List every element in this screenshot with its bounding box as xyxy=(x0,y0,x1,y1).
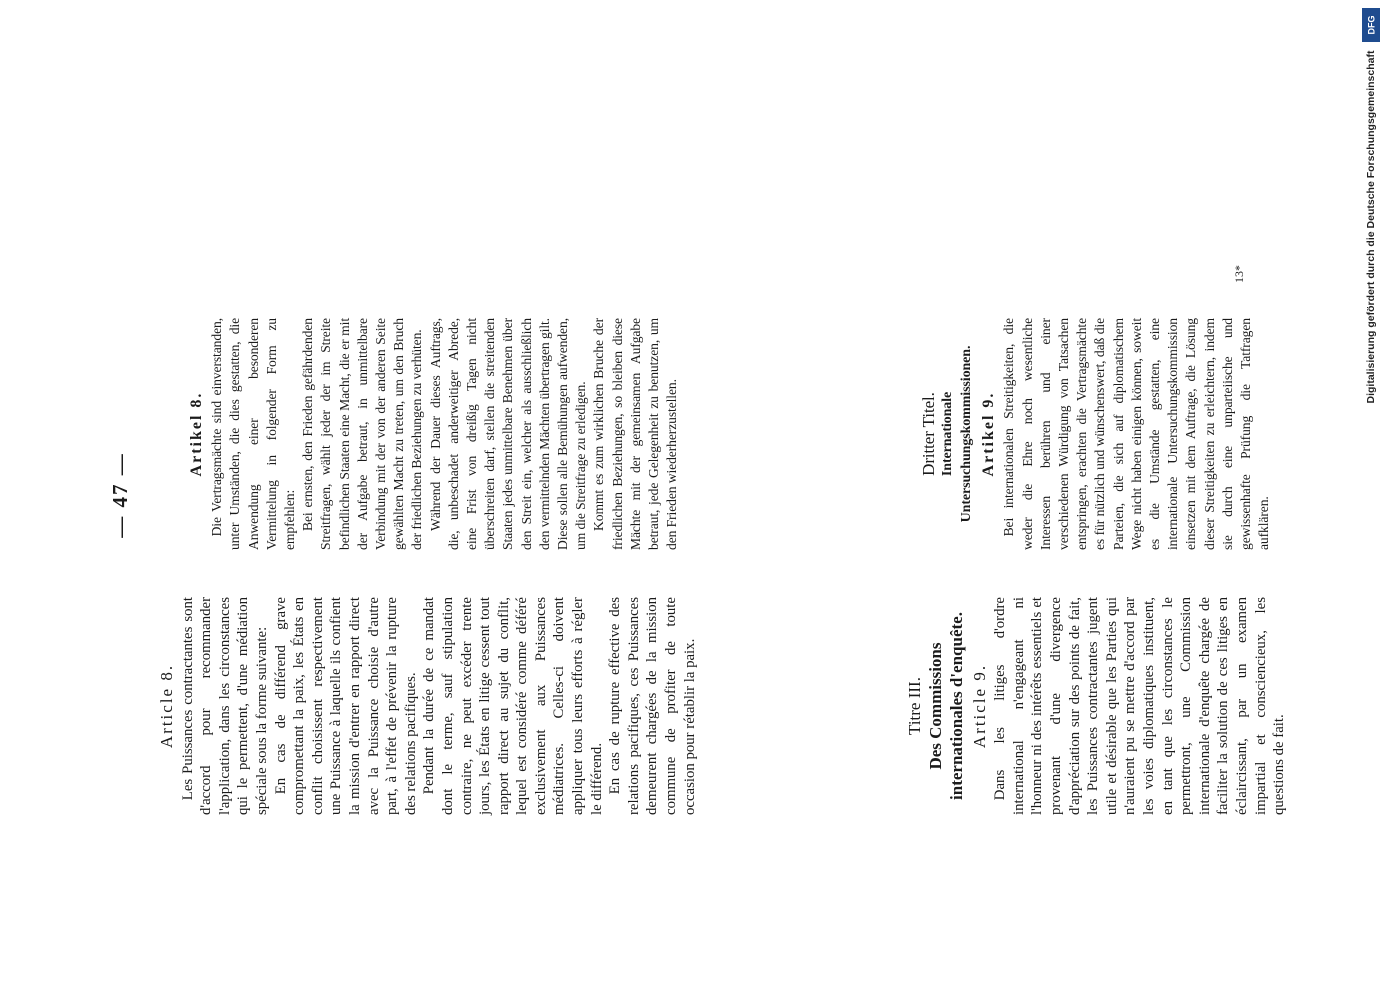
dfg-strip xyxy=(1362,8,1383,404)
french-titre-heading: Titre III. xyxy=(905,677,924,735)
german-article-9-paragraph: Bei internationalen Streitigkeiten, die weder die Ehre noch wesentliche Interessen berühren und einer verschiedenen Würdigung von Tatsachen entspringen, erachten die Vertragsmächte es für nützlich und wünschenswert, daß die Parteien, die sich auf diplomatischem Wege nicht haben einigen können, soweit es die Umstände gestatten, eine internationale Untersuchungskommission einsetzen mit dem Auftrage, die Lösung dieser Streitigkeiten zu erleichtern, indem sie durch eine unparteiische und gewissenhafte Prüfung die Tatfragen aufklären. xyxy=(1001,318,1272,550)
german-column-article-9 xyxy=(920,318,1273,550)
sheet-mark: 13* xyxy=(1232,265,1246,283)
german-column-article-8 xyxy=(188,318,681,550)
french-titre-subheading: Des Commissions internationales d'enquête. xyxy=(925,612,966,800)
german-article-8-heading: Artikel 8. xyxy=(188,391,205,477)
dfg-logo-icon xyxy=(1362,8,1380,42)
french-column-article-8 xyxy=(158,597,699,815)
german-article-8-paragraph: Bei ernsten, den Frieden gefährdenden Streitfragen, wählt jeder der im Streite befindlichen Staaten eine Macht, die er mit der Aufgabe betraut, in unmittelbare Verbindung mit der von der anderen Seite gewählten Macht zu treten, um den Bruch der friedlichen Beziehungen zu verhüten. xyxy=(300,318,425,550)
french-article-8-heading: Article 8. xyxy=(157,663,176,749)
page-number: — 47 — xyxy=(108,452,132,538)
french-article-9-paragraph: Dans les litiges d'ordre international n'engageant ni l'honneur ni des intérêts essentiels et provenant d'une divergence d'appréciation sur des points de fait, les Puissances contractantes jugent utile et désirable que les Parties qui n'auraient pu se mettre d'accord par les voies diplomatiques instituent, en tant que les circonstances le permettront, une Commission internationale d'enquête chargée de faciliter la solution de ces litiges en éclaircissant, par un examen impartial et consciencieux, les questions de fait. xyxy=(992,597,1288,815)
french-article-9-heading: Article 9. xyxy=(969,663,989,749)
french-article-8-paragraph: En cas de rupture effective des relations pacifiques, ces Puissances demeurent chargées de la mission commune de profiter de toute occasion pour rétablir la paix. xyxy=(607,597,698,815)
german-article-8-paragraph: Während der Dauer dieses Auftrags, die, unbeschadet anderweitiger Abrede, eine Frist von dreißig Tagen nicht überschreiten darf, stellen die streitenden Staaten jedes unmittelbare Benehmen über den Streit ein, welcher als ausschließlich den vermittelnden Mächten übertragen gilt. Diese sollen alle Bemühungen aufwenden, um die Streitfrage zu erledigen. xyxy=(427,318,589,550)
french-article-8-paragraph: Les Puissances contractantes sont d'accord pour recommander l'application, dans les circonstances qui le permettent, d'une médiation spéciale sous la forme suivante: xyxy=(179,597,270,815)
french-column-article-9 xyxy=(906,597,1289,815)
dfg-badge-label: DFG xyxy=(1366,15,1376,35)
german-titre-subheading: Internationale Untersuchungskommissionen. xyxy=(940,345,975,523)
german-article-8-paragraph: Die Vertragsmächte sind einverstanden, unter Umständen, die dies gestatten, die Anwendung einer besonderen Vermittelung in folgender Form zu empfehlen: xyxy=(209,318,298,550)
french-article-8-paragraph: En cas de différend grave compromettant la paix, les États en conflit choisissent respectivement une Puissance à laquelle ils confient la mission d'entrer en rapport direct avec la Puissance choisie d'autre part, à l'effet de prévenir la rupture des relations pacifiques. xyxy=(272,597,419,815)
german-article-9-heading: Artikel 9. xyxy=(980,391,998,477)
german-titre-heading: Dritter Titel. xyxy=(919,392,938,476)
dfg-funding-note: Digitalisierung gefördert durch die Deutsche Forschungsgemeinschaft xyxy=(1365,50,1377,404)
french-article-8-paragraph: Pendant la durée de ce mandat dont le terme, sauf stipulation contraire, ne peut excéder trente jours, les États en litige cessent tout rapport direct au sujet du conflit, lequel est considéré comme déféré exclusivement aux Puissances médiatrices. Celles-ci doivent appliquer tous leurs efforts à régler le différend. xyxy=(421,597,605,815)
german-article-8-paragraph: Kommt es zum wirklichen Bruche der friedlichen Beziehungen, so bleiben diese Mächte mit der gemeinsamen Aufgabe betraut, jede Gelegenheit zu benutzen, um den Frieden wiederherzustellen. xyxy=(591,318,680,550)
